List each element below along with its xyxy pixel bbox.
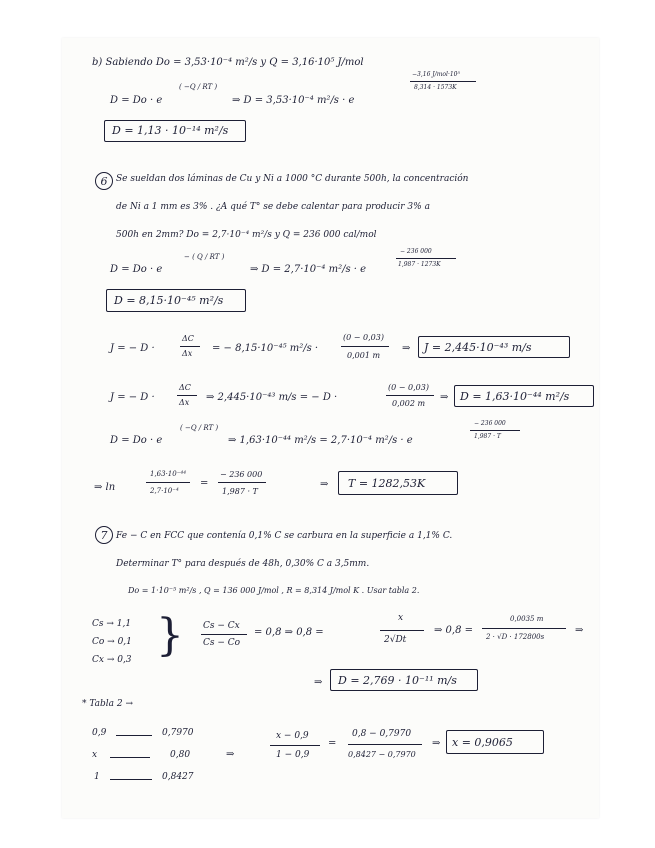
p6-flux-frac-den: Δx xyxy=(182,349,193,358)
p6-flux2-substitution: ⇒ 2,445·10⁻⁴³ m/s = − D · xyxy=(206,392,338,403)
p6-flux-frac2-den: 0,001 m xyxy=(347,351,381,360)
p7-interp-frac1-num: x − 0,9 xyxy=(276,731,309,741)
p6-exp-denominator: 1,987 · 1273K xyxy=(398,261,441,268)
p6-exp-fraction-bar xyxy=(396,258,456,259)
p6-formula-left: D = Do · e xyxy=(110,264,163,275)
problem-7-statement-line-2: Determinar T° para después de 48h, 0,30% C a 3,5mm. xyxy=(116,559,370,569)
p6-arrhenius-exponent: ( −Q / RT ) xyxy=(180,424,219,432)
p6-arrhenius-left: D = Do · e xyxy=(110,435,163,446)
p7-result-arrow: ⇒ xyxy=(314,677,323,688)
p6-result-2: J = 2,445·10⁻⁴³ m/s xyxy=(424,341,532,354)
problem-7-number: 7 xyxy=(95,526,113,544)
p6-exp-numerator: − 236 000 xyxy=(400,248,432,255)
p7-table-row3-left: 1 xyxy=(94,772,100,782)
p6-flux-frac2-bar xyxy=(341,346,389,347)
problem-6-statement-line-1: Se sueldan dos láminas de Cu y Ni a 1000 °C durante 500h, la concentración xyxy=(116,174,469,184)
problem-7-statement-line-3: Do = 1·10⁻⁵ m²/s , Q = 136 000 J/mol , R = 8,314 J/mol K . Usar tabla 2. xyxy=(128,586,420,595)
p6-ln-frac2-num: − 236 000 xyxy=(220,470,263,479)
p7-table-row3-right: 0,8427 xyxy=(162,772,194,782)
p7-table-row1-left: 0,9 xyxy=(92,728,107,738)
p6-arrhenius-exp-num: − 236 000 xyxy=(474,420,506,427)
p7-f2-num: x xyxy=(398,613,404,623)
p7-cx: Cx → 0,3 xyxy=(92,655,132,665)
p7-f3-bar xyxy=(482,628,566,629)
problem-6-statement-line-2: de Ni a 1 mm es 3% . ¿A qué T° se debe calentar para producir 3% a xyxy=(116,202,430,212)
p7-table-row3-line xyxy=(110,779,152,780)
problem-6-number: 6 xyxy=(95,172,113,190)
p7-table-row2-right: 0,80 xyxy=(170,750,191,760)
p7-co: Co → 0,1 xyxy=(92,637,132,647)
p7-interp-arrow: ⇒ xyxy=(226,749,235,760)
p6-flux2-frac-bar xyxy=(177,395,197,396)
part-b-exp-numerator: −3,16 J/mol·10⁵ xyxy=(412,71,460,78)
part-b-exp-fraction-bar xyxy=(410,81,476,82)
p6-ln-frac-num: 1,63·10⁻⁴⁴ xyxy=(150,470,187,478)
notebook-page xyxy=(62,38,599,818)
p7-interp-frac2-den: 0,8427 − 0,7970 xyxy=(348,750,416,759)
p6-flux2-frac2-den: 0,002 m xyxy=(392,399,426,408)
p7-f2-bar xyxy=(380,630,424,631)
p7-interp-frac1-bar xyxy=(270,745,320,746)
p6-flux-substitution: = − 8,15·10⁻⁴⁵ m²/s · xyxy=(212,343,319,354)
p6-ln-frac-den: 2,7·10⁻⁴ xyxy=(150,487,179,495)
p7-interp-equals: = xyxy=(328,738,337,749)
part-b-substitution: ⇒ D = 3,53·10⁻⁴ m²/s · e xyxy=(232,95,355,106)
p7-f3-num: 0,0035 m xyxy=(510,615,544,623)
p7-f3-arrow: ⇒ xyxy=(575,625,584,636)
p6-ln-left: ⇒ ln xyxy=(94,482,116,493)
p7-interp-arrow-2: ⇒ xyxy=(432,738,441,749)
p6-result-4: T = 1282,53K xyxy=(348,477,426,490)
p6-ln-arrow: ⇒ xyxy=(320,479,329,490)
p7-table-row2-left: x xyxy=(92,750,98,760)
p6-ln-equals: = xyxy=(200,478,209,489)
p7-brace: } xyxy=(156,610,184,661)
p7-interp-frac1-den: 1 − 0,9 xyxy=(276,750,310,760)
p6-flux-left: J = − D · xyxy=(110,343,155,354)
p6-flux2-frac-num: ΔC xyxy=(179,383,191,392)
p7-f1-num: Cs − Cx xyxy=(203,621,240,631)
p6-substitution: ⇒ D = 2,7·10⁻⁴ m²/s · e xyxy=(250,264,367,275)
p7-table-label: * Tabla 2 → xyxy=(82,699,134,709)
p7-interp-frac2-bar xyxy=(348,744,422,745)
part-b-result: D = 1,13 · 10⁻¹⁴ m²/s xyxy=(112,124,229,137)
p7-f2-arrow: ⇒ 0,8 = xyxy=(434,625,474,636)
p7-f2-den: 2√Dt xyxy=(384,635,407,645)
p6-arrhenius-exp-den: 1,987 · T xyxy=(474,433,501,440)
part-b-formula-left: D = Do · e xyxy=(110,95,163,106)
p6-result-3: D = 1,63·10⁻⁴⁴ m²/s xyxy=(460,390,570,403)
part-b-given: b) Sabiendo Do = 3,53·10⁻⁴ m²/s y Q = 3,16·10⁵ J/mol xyxy=(92,57,364,68)
p6-flux2-frac-den: Δx xyxy=(179,398,190,407)
p7-table-row2-line xyxy=(110,757,150,758)
p6-flux-frac-bar xyxy=(180,346,200,347)
part-b-exp-denominator: 8,314 · 1573K xyxy=(414,84,457,91)
p6-ln-frac2-den: 1,987 · T xyxy=(222,487,258,496)
p6-flux2-frac2-bar xyxy=(386,395,434,396)
p6-flux-frac2-num: (0 − 0,03) xyxy=(343,333,384,342)
p7-f1-bar xyxy=(201,634,247,635)
p7-cs: Cs → 1,1 xyxy=(92,619,132,629)
p7-result-2: x = 0,9065 xyxy=(452,736,513,749)
problem-7-statement-line-1: Fe − C en FCC que contenía 0,1% C se carbura en la superficie a 1,1% C. xyxy=(116,531,453,541)
p7-f3-den: 2 · √D · 172800s xyxy=(486,633,545,641)
p6-ln-frac2-bar xyxy=(218,482,266,483)
p6-flux2-left: J = − D · xyxy=(110,392,155,403)
p7-interp-frac2-num: 0,8 − 0,7970 xyxy=(352,729,412,739)
problem-6-statement-line-3: 500h en 2mm? Do = 2,7·10⁻⁴ m²/s y Q = 236 000 cal/mol xyxy=(116,230,377,240)
p6-flux2-frac2-num: (0 − 0,03) xyxy=(388,383,429,392)
p6-arrhenius-substitution: ⇒ 1,63·10⁻⁴⁴ m²/s = 2,7·10⁻⁴ m²/s · e xyxy=(228,435,413,446)
p7-f1-equals: = 0,8 ⇒ 0,8 = xyxy=(254,627,324,638)
p7-result-1: D = 2,769 · 10⁻¹¹ m/s xyxy=(338,674,457,687)
p6-arrhenius-exp-bar xyxy=(470,430,520,431)
p7-table-row1-line xyxy=(116,735,152,736)
p6-flux-frac-num: ΔC xyxy=(182,334,194,343)
p6-ln-frac-bar xyxy=(146,482,190,483)
p7-table-row1-right: 0,7970 xyxy=(162,728,194,738)
p6-formula-exponent: − ( Q / RT ) xyxy=(184,253,225,261)
p6-flux2-arrow: ⇒ xyxy=(440,392,449,403)
p7-f1-den: Cs − Co xyxy=(203,638,241,648)
part-b-formula-exponent: ( −Q / RT ) xyxy=(179,83,218,91)
p6-flux-arrow: ⇒ xyxy=(402,343,411,354)
p6-result-1: D = 8,15·10⁻⁴⁵ m²/s xyxy=(114,294,224,307)
